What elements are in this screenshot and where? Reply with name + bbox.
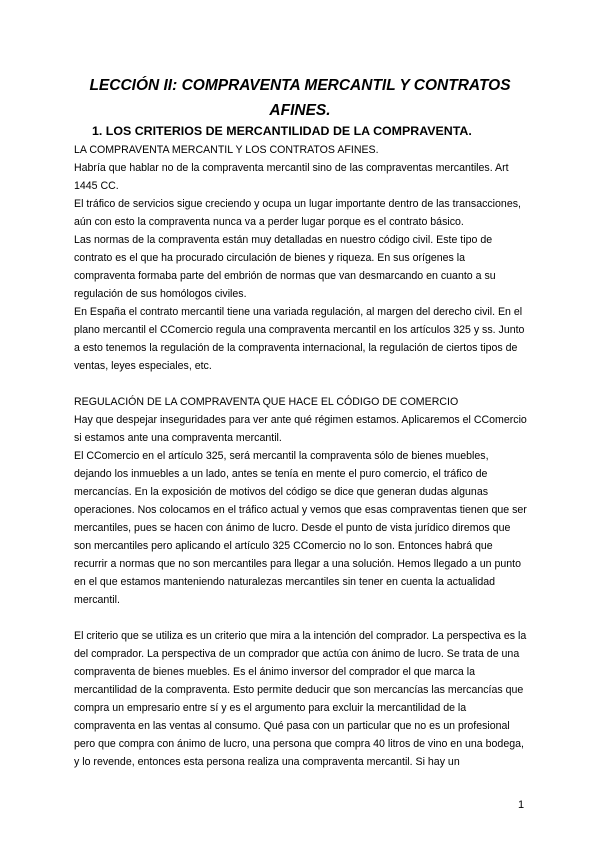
lesson-title bbox=[70, 73, 530, 123]
paragraph: El criterio que se utiliza es un criterio que mira a la intención del comprador. La perspectiva es la del comprador. La perspectiva de un comprador que actúa con ánimo de lucro. Se trata de una compraventa de bienes muebles. Es el ánimo inversor del comprador el que marca la mercantilidad de la compraventa. Esto permite deducir que son mercancías las mercancías que compra un empresario entre sí y es el argumento para excluir la mercantilidad de la compraventa en las ventas al consumo. Qué pasa con un particular que no es un profesional pero que compra con ánimo de lucro, una persona que compra 40 litros de vino en una bodega, y lo revende, entonces esta persona realiza una compraventa mercantil. Si hay un bbox=[74, 630, 527, 768]
page-number: 1 bbox=[518, 799, 525, 811]
paragraph: El CComercio en el artículo 325, será mercantil la compraventa sólo de bienes muebles, dejando los inmuebles a un lado, antes se tenía en mente el puro comercio, el tráfico de mercancías. En la exposición de motivos del código se dice que generan dudas algunas operaciones. Nos colocamos en el tráfico actual y vemos que esas compraventas tienen que ser mercantiles, pues se hacen con ánimo de lucro. Desde el punto de vista jurídico diremos que son mercantiles pero aplicando el artículo 325 CComercio no lo son. Entonces habrá que recurrir a normas que no son mercantiles para llegar a una solución. Hemos llegado a un punto en el que estamos manteniendo naturalezas mercantiles sin tener en cuenta la actualidad mercantil. bbox=[74, 450, 527, 606]
lesson-title-line-1: LECCIÓN II: COMPRAVENTA MERCANTIL Y CONTRATOS bbox=[89, 77, 511, 94]
paragraph: El tráfico de servicios sigue creciendo y ocupa un lugar importante dentro de las transacciones, aún con esto la compraventa nunca va a perder lugar porque es el contrato básico. bbox=[74, 198, 521, 228]
paragraph: Hay que despejar inseguridades para ver ante qué régimen estamos. Aplicaremos el CComercio si estamos ante una compraventa mercantil. bbox=[74, 414, 527, 444]
subheading-regulation: REGULACIÓN DE LA COMPRAVENTA QUE HACE EL CÓDIGO DE COMERCIO bbox=[74, 396, 459, 408]
paragraph: Habría que hablar no de la compraventa mercantil sino de las compraventas mercantiles. Art 1445 CC. bbox=[74, 162, 509, 192]
document-body bbox=[74, 141, 529, 771]
subheading-contracts: LA COMPRAVENTA MERCANTIL Y LOS CONTRATOS AFINES. bbox=[74, 144, 379, 156]
paragraph-spacer bbox=[74, 609, 529, 627]
paragraph-spacer bbox=[74, 375, 529, 393]
paragraph: En España el contrato mercantil tiene una variada regulación, al margen del derecho civil. En el plano mercantil el CComercio regula una compraventa mercantil en los artículos 325 y ss. Junto a esto tenemos la regulación de la compraventa internacional, la regulación de ciertos tipos de ventas, leyes especiales, etc. bbox=[74, 306, 525, 372]
section-heading: 1. LOS CRITERIOS DE MERCANTILIDAD DE LA COMPRAVENTA. bbox=[92, 124, 472, 138]
paragraph: Las normas de la compraventa están muy detalladas en nuestro código civil. Este tipo de contrato es el que ha procurado circulación de bienes y riqueza. En sus orígenes la compraventa formaba parte del embrión de normas que van desmarcando en cuanto a su regulación de sus homólogos civiles. bbox=[74, 234, 496, 300]
lesson-title-line-2: AFINES. bbox=[269, 102, 331, 119]
